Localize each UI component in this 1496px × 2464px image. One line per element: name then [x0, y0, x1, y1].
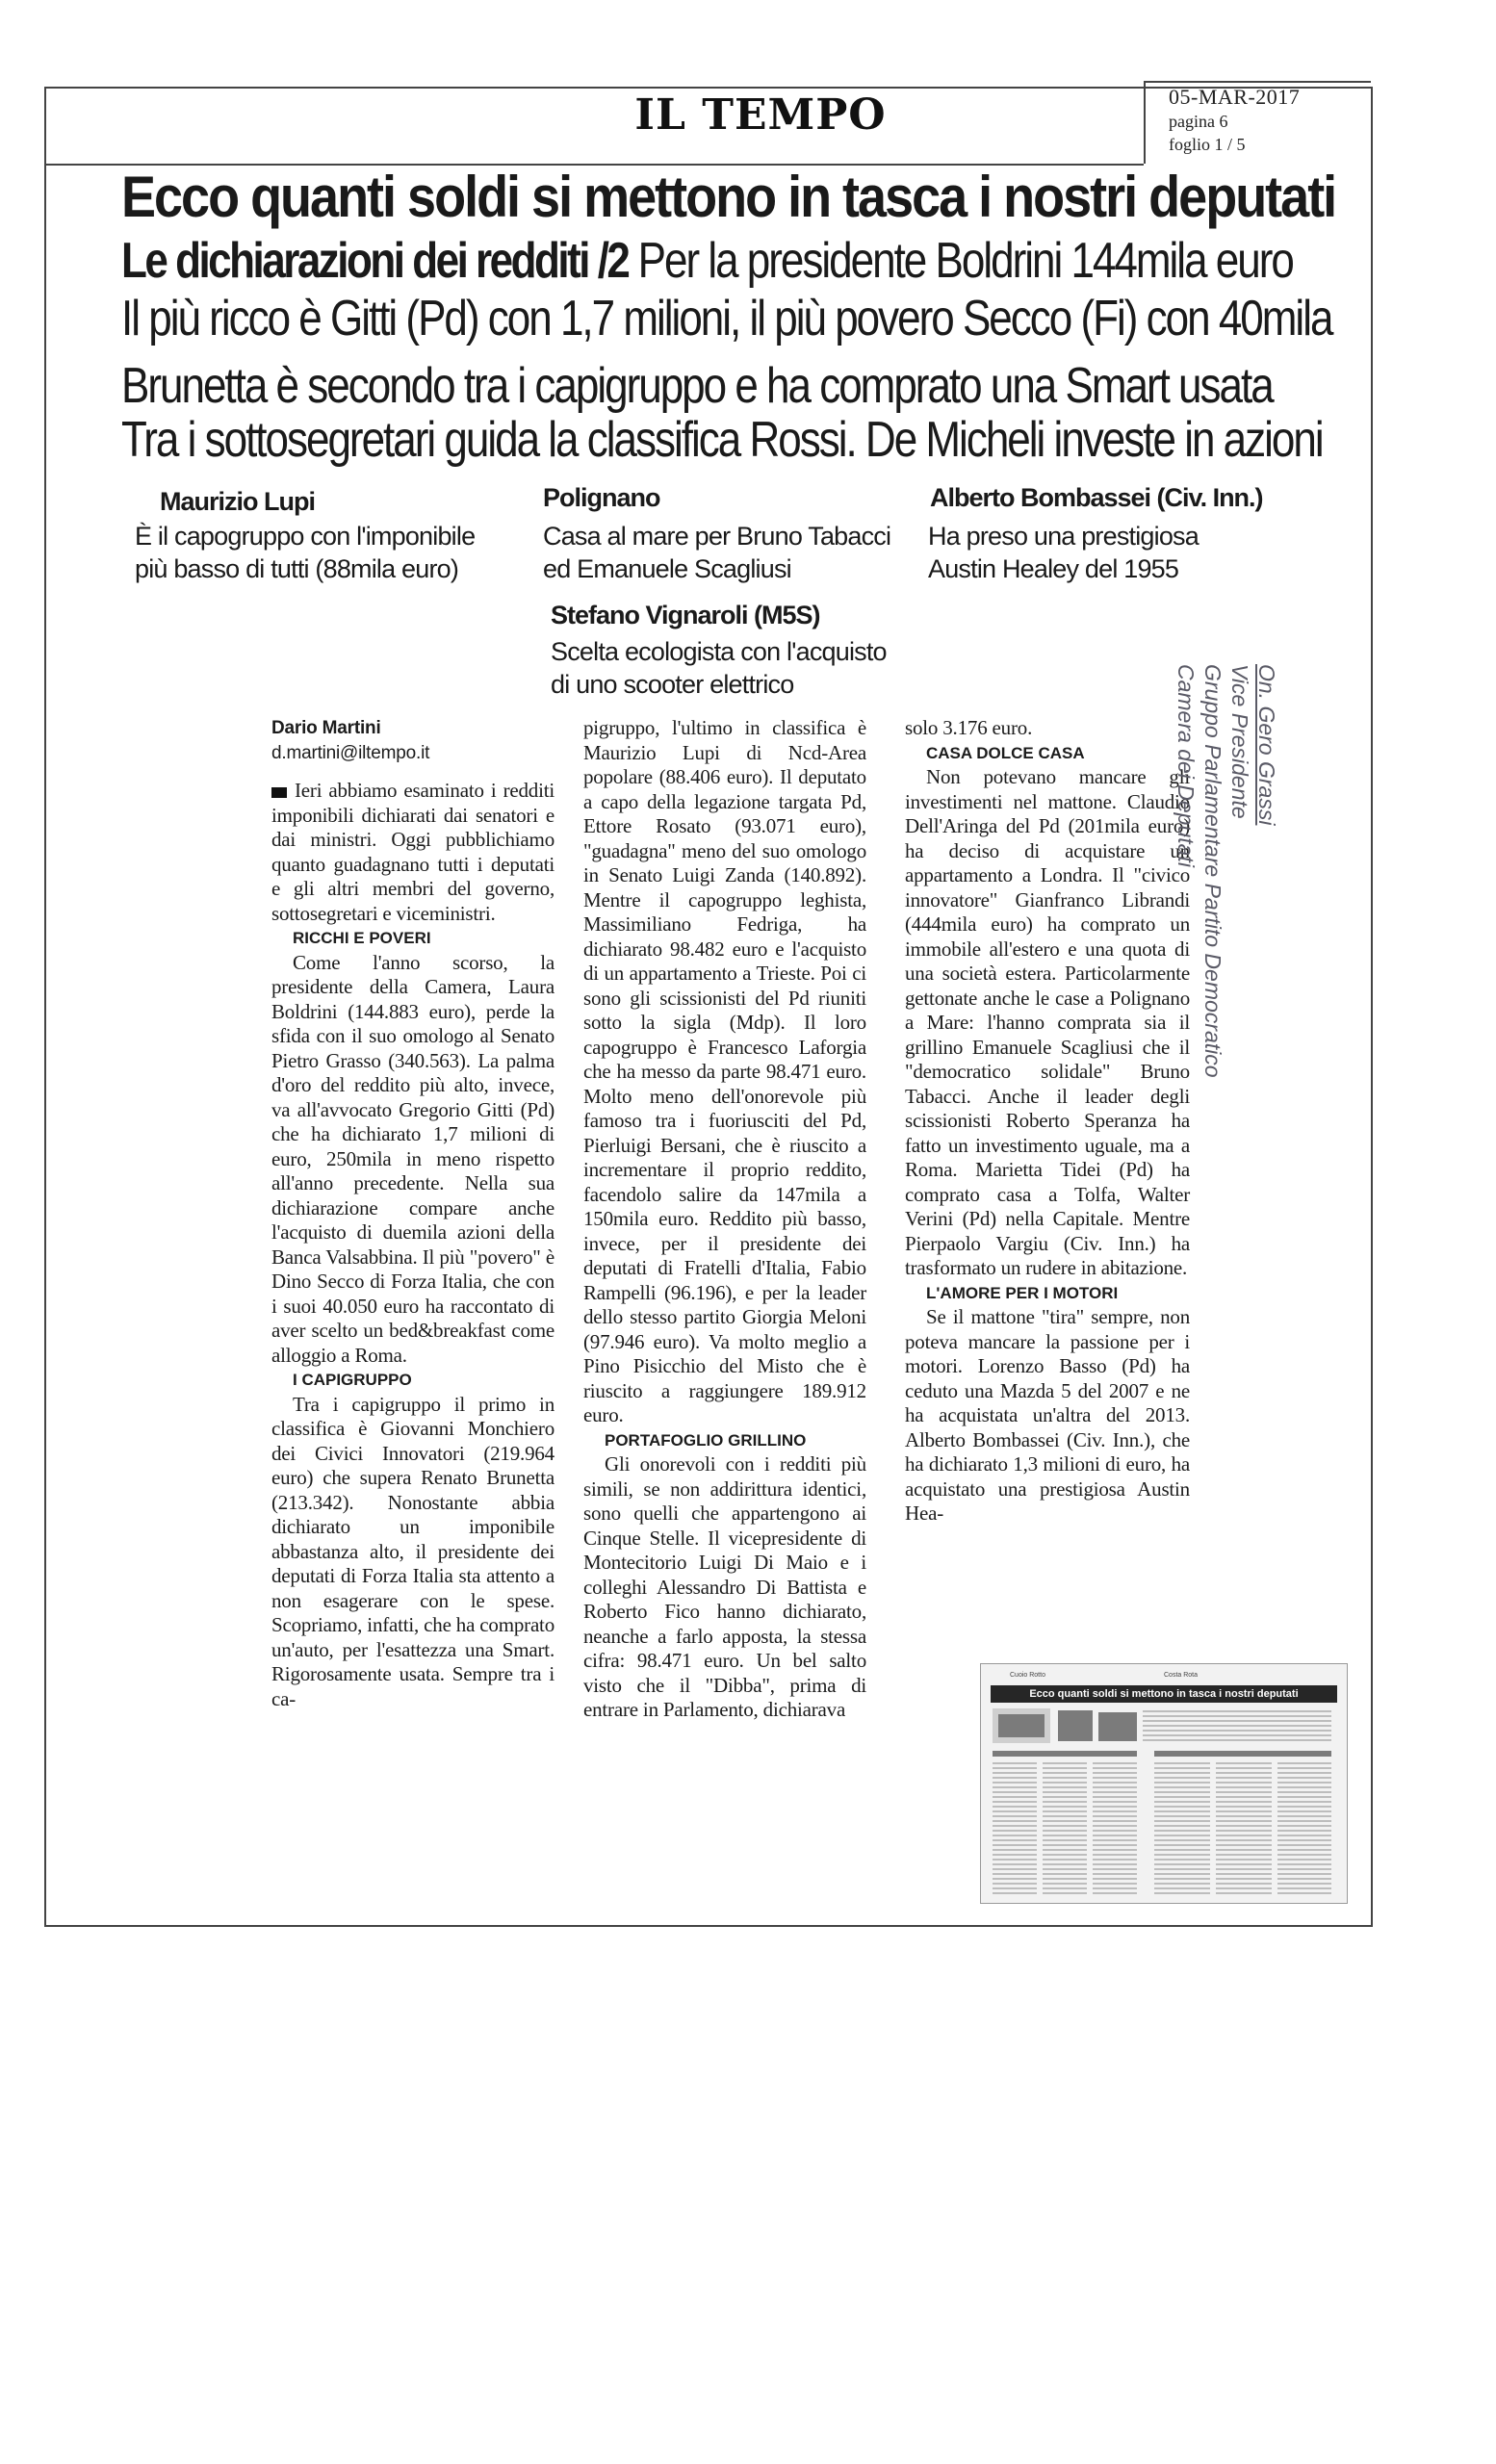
- thumb-block: [998, 1714, 1045, 1737]
- bullet-marker: [271, 787, 287, 798]
- deck-line-2: Il più ricco è Gitti (Pd) con 1,7 milioni, il più povero Secco (Fi) con 40mila: [121, 291, 1332, 346]
- thumb-text: [1043, 1762, 1087, 1897]
- deck-line-3: Brunetta è secondo tra i capigruppo e ha comprato una Smart usata: [121, 358, 1273, 414]
- deputy-stamp: [1173, 664, 1280, 1078]
- date-box: [1144, 81, 1371, 164]
- thumb-label-left: Cuoio Rotto: [1010, 1672, 1045, 1679]
- article-headline: Ecco quanti soldi si mettono in tasca i nostri deputati: [121, 165, 1336, 230]
- paragraph: Gli onorevoli con i redditi più simili, se non addirittura identici, sono quelli che appartengono ai Cinque Stelle. Il vicepresidente di Montecitorio Luigi Di Maio e i colleghi Alessandro Di Battista e Roberto Fico hanno dichiarato, neanche a farlo apposta, la stessa cifra: 98.471 euro. Un bel salto visto che il "Dibba", prima di entrare in Parlamento, dichiarava: [583, 1452, 866, 1721]
- author-byline: Dario Martini: [271, 718, 381, 738]
- author-email: d.martini@iltempo.it: [271, 742, 430, 763]
- article-column-1: [271, 716, 555, 1711]
- intro-paragraph: Ieri abbiamo esaminato i redditi imponibili dichiarati dai senatori e dai ministri. Oggi pubblichiamo quanto guadagnano tutti i deputati e gli altri membri del governo, sottosegretari e viceministri.: [271, 779, 555, 925]
- subhead-text-lupi: È il capogruppo con l'imponibile più basso di tutti (88mila euro): [135, 522, 476, 583]
- thumb-block: [1058, 1710, 1093, 1741]
- thumb-text: [993, 1762, 1037, 1897]
- section-heading-casa-dolce-casa: CASA DOLCE CASA: [926, 743, 1085, 762]
- stamp-name: On. Gero Grassi: [1254, 664, 1279, 826]
- subhead-name-bombassei: Alberto Bombassei (Civ. Inn.): [930, 483, 1263, 512]
- thumb-headline-band: Ecco quanti soldi si mettono in tasca i nostri deputati: [991, 1685, 1337, 1703]
- page-thumbnail: [980, 1663, 1348, 1904]
- section-heading-capigruppo: I CAPIGRUPPO: [293, 1371, 412, 1389]
- paragraph: solo 3.176 euro.: [905, 716, 1033, 739]
- thumb-block: [1098, 1712, 1137, 1741]
- deck-kicker: Le dichiarazioni dei redditi /2: [121, 233, 629, 289]
- paragraph: Tra i capigruppo il primo in classifica è Giovanni Monchiero dei Civici Innovatori (219.964 euro) che supera Renato Brunetta (213.342). Nonostante abbia dichiarato un imponibile abbastanza alto, il presidente dei deputati di Forza Italia sta attento a non esagerare con le spese. Scopriamo, infatti, che ha comprato un'auto, per l'esattezza una Smart. Rigorosamente usata. Sempre tra i ca-: [271, 1392, 555, 1710]
- thumb-text: [1154, 1762, 1210, 1897]
- publication-date: 05-MAR-2017: [1169, 85, 1301, 109]
- subhead-name-lupi: Maurizio Lupi: [160, 487, 315, 516]
- paragraph: Non potevano mancare gli investimenti nel mattone. Claudio Dell'Aringa del Pd (201mila euro) ha deciso di acquistare un appartamento a Londra. Il "civico innovatore" Gianfranco Librandi (444mila euro) ha comprato un immobile all'estero e una quota di una società estera. Particolarmente gettonate anche le case a Polignano a Mare: l'hanno comprata sia il grillino Emanuele Scagliusi che il "democratico solidale" Bruno Tabacci. Anche il leader degli scissionisti Roberto Speranza ha fatto un investimento uguale, ma a Roma. Marietta Tidei (Pd) ha comprato casa a Tolfa, Walter Verini (Pd) nella Capitale. Mentre Pierpaolo Vargiu (Civ. Inn.) ha trasformato un rudere in abitazione.: [905, 765, 1190, 1279]
- article-column-2: [583, 716, 866, 1723]
- thumb-rule: [993, 1751, 1137, 1757]
- thumb-label-right: Costa Rota: [1164, 1672, 1199, 1679]
- deck-line-1: [121, 233, 1354, 290]
- section-heading-portafoglio-grillino: PORTAFOGLIO GRILLINO: [605, 1430, 807, 1450]
- subhead-text-vignaroli: Scelta ecologista con l'acquisto di uno scooter elettrico: [551, 637, 887, 699]
- thumb-text: [1093, 1762, 1137, 1897]
- paragraph: Se il mattone "tira" sempre, non poteva mancare la passione per i motori. Lorenzo Basso (Pd) ha ceduto una Mazda 5 del 2007 e ne ha acquistata un'altra del 2013. Alberto Bombassei (Civ. Inn.), che ha dichiarato 1,3 milioni di euro, ha acquistato una prestigiosa Austin Hea-: [905, 1305, 1190, 1525]
- subhead-text-bombassei: Ha preso una prestigiosa Austin Healey del 1955: [928, 522, 1199, 583]
- section-heading-ricchi-poveri: RICCHI E POVERI: [293, 929, 431, 947]
- thumb-text: [1216, 1762, 1272, 1897]
- deck-line-1-text: Per la presidente Boldrini 144mila euro: [628, 233, 1293, 289]
- subhead-name-polignano: Polignano: [543, 483, 660, 512]
- thumb-text: [1143, 1710, 1331, 1743]
- section-heading-amore-motori: L'AMORE PER I MOTORI: [926, 1283, 1119, 1302]
- thumb-rule: [1154, 1751, 1331, 1757]
- page-number: pagina 6: [1169, 112, 1228, 131]
- thumb-text: [1277, 1762, 1331, 1897]
- subhead-name-vignaroli: Stefano Vignaroli (M5S): [551, 601, 820, 629]
- sheet-number: foglio 1 / 5: [1169, 135, 1246, 154]
- stamp-group: Gruppo Parlamentare Partito Democratico: [1200, 664, 1225, 1078]
- paragraph: pigruppo, l'ultimo in classifica è Maurizio Lupi di Ncd-Area popolare (88.406 euro). Il deputato a capo della legazione targata Pd, Ettore Rosato (93.071 euro), "guadagna" meno del suo omologo in Senato Luigi Zanda (140.892). Mentre il capogruppo leghista, Massimiliano Fedriga, ha dichiarato 98.482 euro e l'acquisto di un appartamento a Trieste. Poi ci sono gli scissionisti del Pd riuniti sotto la sigla (Mdp). Il loro capogruppo è Francesco Laforgia che ha messo da parte 98.471 euro. Molto meno dell'onorevole più famoso tra i fuoriusciti del Pd, Pierluigi Bersani, che è riuscito a incrementare il proprio reddito, facendolo salire da 147mila a 150mila euro. Reddito più basso, invece, per il presidente dei deputati di Fratelli d'Italia, Fabio Rampelli (96.196), e per la leader dello stesso partito Giorgia Meloni (97.946 euro). Va molto meglio a Pino Pisicchio del Misto che è riuscito a raggiungere 189.912 euro.: [583, 716, 866, 1426]
- stamp-role: Vice Presidente: [1227, 664, 1252, 819]
- paragraph: Come l'anno scorso, la presidente della Camera, Laura Boldrini (144.883 euro), perde la sfida con il suo omologo al Senato Pietro Grasso (340.563). La palma d'oro del reddito più alto, invece, va all'avvocato Gregorio Gitti (Pd) che ha dichiarato 1,7 milioni di euro, 250mila in meno rispetto all'anno precedente. Nella sua dichiarazione compare anche l'acquisto di duemila azioni della Banca Valsabbina. Il più "povero" è Dino Secco di Forza Italia, che con i suoi 40.050 euro ha raccontato di aver scelto un bed&breakfast come alloggio a Roma.: [271, 950, 555, 1367]
- deck-line-4: Tra i sottosegretari guida la classifica Rossi. De Micheli investe in azioni: [121, 412, 1323, 468]
- subhead-text-polignano: Casa al mare per Bruno Tabacci ed Emanuele Scagliusi: [543, 522, 891, 583]
- stamp-chamber: Camera dei Deputati: [1174, 664, 1199, 867]
- newspaper-masthead: IL TEMPO: [634, 90, 887, 140]
- article-column-3: [905, 716, 1190, 1527]
